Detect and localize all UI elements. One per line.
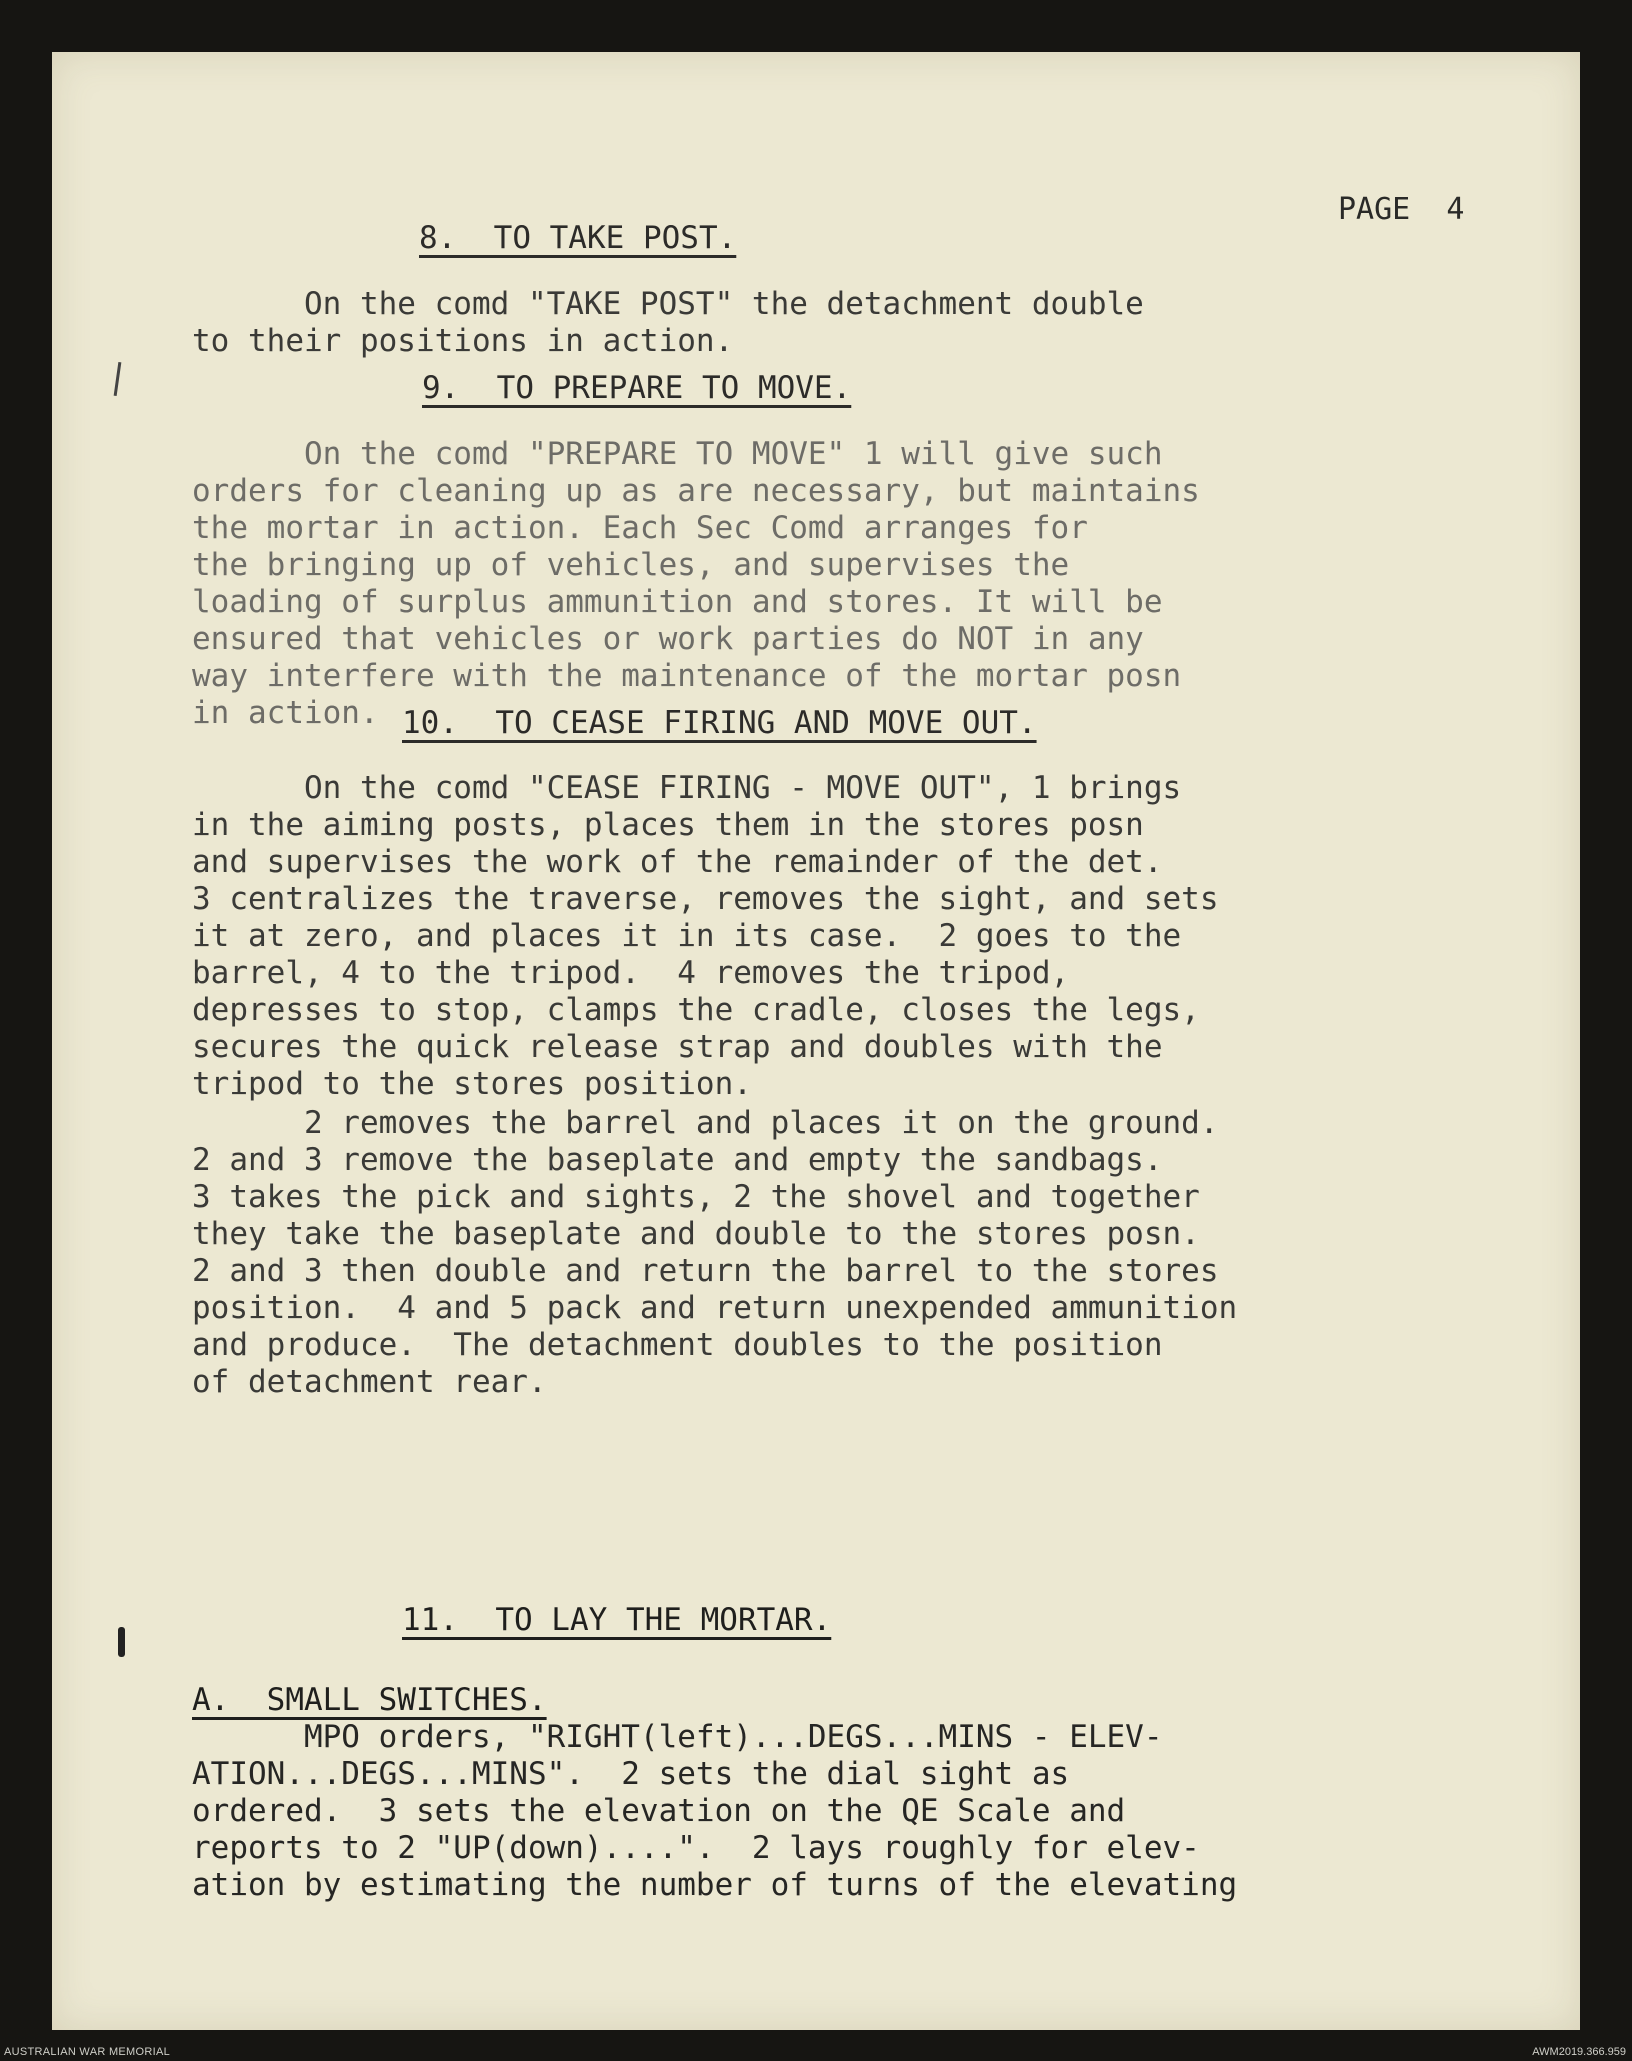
body-line: ordered. 3 sets the elevation on the QE Scale and	[192, 1793, 1126, 1829]
body-line: ation by estimating the number of turns of the elevating	[192, 1867, 1238, 1903]
body-line: of detachment rear.	[192, 1364, 547, 1400]
body-line: 2 and 3 remove the baseplate and empty the sandbags.	[192, 1142, 1163, 1178]
body-line: in action.	[192, 695, 379, 731]
body-line: they take the baseplate and double to the stores posn.	[192, 1216, 1200, 1252]
body-line: 3 takes the pick and sights, 2 the shovel and together	[192, 1179, 1200, 1215]
section-11-body	[192, 1719, 1237, 1904]
section-11-heading: 11. TO LAY THE MORTAR.	[402, 1602, 832, 1638]
body-line: 2 and 3 then double and return the barrel to the stores	[192, 1253, 1219, 1289]
body-line: the bringing up of vehicles, and supervises the	[192, 547, 1070, 583]
footer-institution: AUSTRALIAN WAR MEMORIAL	[4, 2046, 171, 2058]
margin-pencil-mark	[114, 362, 122, 396]
section-9-body	[192, 436, 1200, 732]
section-9-heading: 9. TO PREPARE TO MOVE.	[422, 370, 852, 406]
body-line: ATION...DEGS...MINS". 2 sets the dial sight as	[192, 1756, 1070, 1792]
body-line: ensured that vehicles or work parties do NOT in any	[192, 621, 1144, 657]
section-8-heading: 8. TO TAKE POST.	[419, 220, 737, 256]
body-line: 3 centralizes the traverse, removes the sight, and sets	[192, 881, 1219, 917]
body-line: position. 4 and 5 pack and return unexpended ammunition	[192, 1290, 1238, 1326]
page-number: PAGE 4	[1338, 192, 1465, 227]
body-line: in the aiming posts, places them in the stores posn	[192, 807, 1144, 843]
body-line: and produce. The detachment doubles to the position	[192, 1327, 1163, 1363]
body-line: 2 removes the barrel and places it on the ground.	[192, 1105, 1219, 1141]
body-line: barrel, 4 to the tripod. 4 removes the tripod,	[192, 955, 1070, 991]
body-line: On the comd "PREPARE TO MOVE" 1 will give such	[192, 436, 1163, 472]
section-11a-subheading: A. SMALL SWITCHES.	[192, 1682, 547, 1718]
document-page	[52, 52, 1580, 2030]
body-line: reports to 2 "UP(down)....". 2 lays roughly for elev-	[192, 1830, 1200, 1866]
section-10-body	[192, 770, 1237, 1401]
section-8-body	[192, 286, 1144, 360]
body-line: tripod to the stores position.	[192, 1066, 752, 1102]
body-line: orders for cleaning up as are necessary, but maintains	[192, 473, 1200, 509]
body-line: On the comd "CEASE FIRING - MOVE OUT", 1 brings	[192, 770, 1182, 806]
body-line: MPO orders, "RIGHT(left)...DEGS...MINS - ELEV-	[192, 1719, 1163, 1755]
section-10-heading: 10. TO CEASE FIRING AND MOVE OUT.	[402, 705, 1037, 741]
body-line: depresses to stop, clamps the cradle, closes the legs,	[192, 992, 1200, 1028]
footer-reference: AWM2019.366.959	[1532, 2046, 1626, 2058]
body-line: secures the quick release strap and doubles with the	[192, 1029, 1163, 1065]
body-line: it at zero, and places it in its case. 2 goes to the	[192, 918, 1182, 954]
body-line: the mortar in action. Each Sec Comd arranges for	[192, 510, 1088, 546]
body-line: to their positions in action.	[192, 323, 734, 359]
body-line: loading of surplus ammunition and stores. It will be	[192, 584, 1163, 620]
body-line: and supervises the work of the remainder of the det.	[192, 844, 1163, 880]
margin-ink-mark	[118, 1627, 125, 1657]
body-line: On the comd "TAKE POST" the detachment double	[192, 286, 1144, 322]
body-line: way interfere with the maintenance of the mortar posn	[192, 658, 1182, 694]
